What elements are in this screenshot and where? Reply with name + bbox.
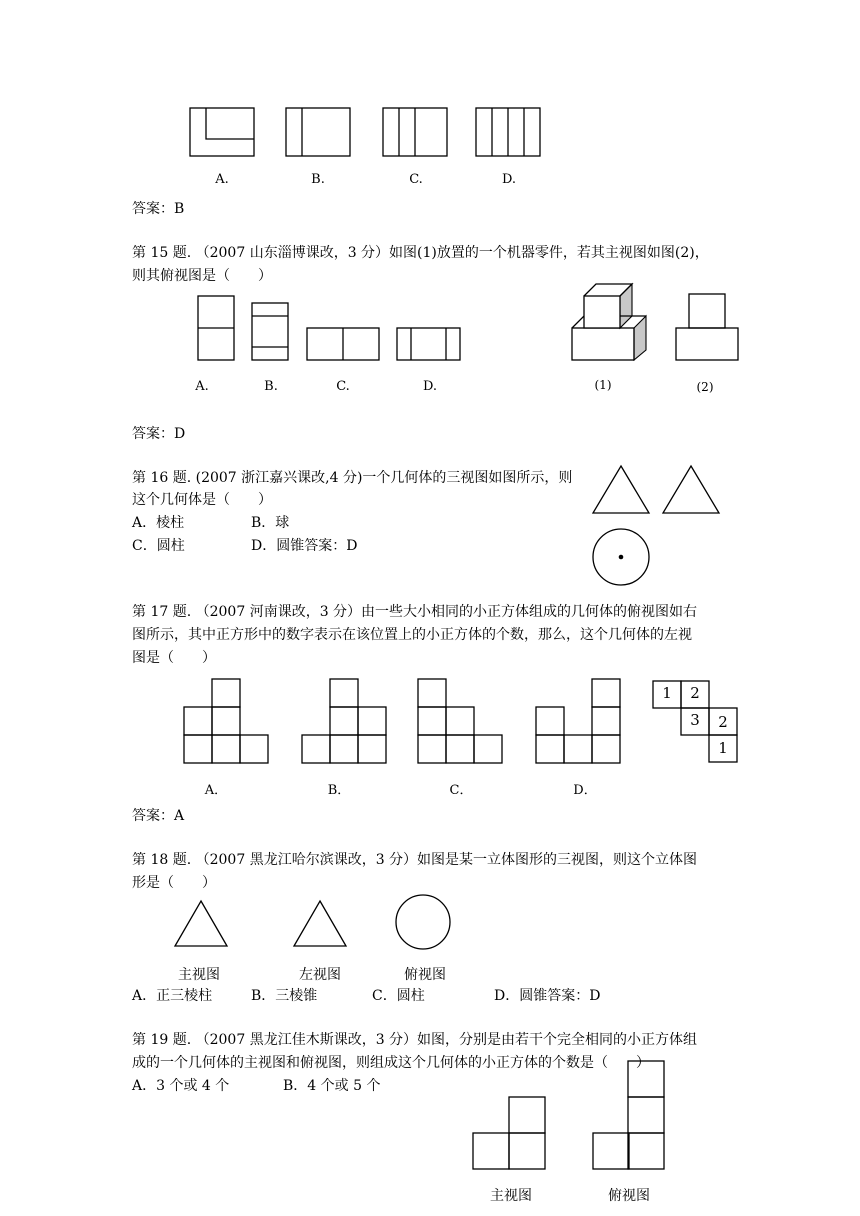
q16-question-line1: 第 16 题. (2007 浙江嘉兴课改,4 分)一个几何体的三视图如图所示，则 bbox=[132, 470, 573, 486]
q18-option-d: D．圆锥答案：D bbox=[494, 988, 601, 1004]
q18-view-label: 左视图 bbox=[299, 967, 341, 983]
q17-question-line1: 第 17 题. （2007 河南课改，3 分）由一些大小相同的小正方体组成的几何体的俯视图如右 bbox=[132, 604, 698, 620]
q18-question-line1: 第 18 题. （2007 黑龙江哈尔滨课改，3 分）如图是某一立体图形的三视图，则这个立体图 bbox=[132, 852, 698, 868]
q17-figure-d bbox=[536, 679, 620, 763]
q17-label-c: C． bbox=[449, 783, 473, 798]
q18-side-triangle bbox=[294, 901, 346, 946]
q17-grid-number: 1 bbox=[662, 684, 672, 702]
q15-figure2-label: (2) bbox=[696, 380, 714, 394]
q15-answer: 答案：D bbox=[132, 426, 186, 442]
q15-part-3d bbox=[572, 284, 646, 360]
q15-label-b: B. bbox=[264, 379, 278, 394]
q18-view-label: 主视图 bbox=[178, 967, 220, 983]
q19-option-a: A．3 个或 4 个 bbox=[132, 1078, 230, 1094]
q16-option-d: D．圆锥答案：D bbox=[251, 538, 358, 554]
q16-front-triangle bbox=[593, 466, 649, 513]
q19-question-line1: 第 19 题. （2007 黑龙江佳木斯课改，3 分）如图，分别是由若干个完全相同的小正方体组 bbox=[132, 1032, 698, 1048]
q17-figure-a bbox=[184, 679, 268, 763]
q14-answer: 答案：B bbox=[132, 201, 185, 217]
q19-option-b: B．4 个或 5 个 bbox=[283, 1078, 381, 1094]
q18-question-line2: 形是（ ） bbox=[132, 875, 216, 891]
q15-figure-b bbox=[252, 303, 288, 360]
q15-question-line1: 第 15 题. （2007 山东淄博课改，3 分）如图(1)放置的一个机器零件，若其主视图如图(2)， bbox=[132, 245, 709, 261]
q17-answer: 答案：A bbox=[132, 808, 185, 824]
q17-figure-b bbox=[302, 679, 386, 763]
q15-question-line2: 则其俯视图是（ ） bbox=[132, 268, 272, 284]
q19-top-view bbox=[593, 1061, 664, 1169]
q14-figure-a bbox=[190, 108, 254, 156]
q17-question-line3: 图是（ ） bbox=[132, 650, 216, 666]
q15-figure-d bbox=[397, 328, 460, 360]
q19-front-view bbox=[473, 1097, 545, 1169]
q18-view-label: 俯视图 bbox=[404, 967, 446, 983]
q16-option-b: B．球 bbox=[251, 515, 290, 531]
q16-side-triangle bbox=[663, 466, 719, 513]
q16-top-circle bbox=[593, 529, 649, 585]
q14-figure-c bbox=[383, 108, 447, 156]
q17-figure-c bbox=[418, 679, 502, 763]
q18-option-c: C．圆柱 bbox=[372, 988, 425, 1004]
q15-label-c: C. bbox=[336, 379, 350, 394]
q19-view-label: 主视图 bbox=[490, 1188, 532, 1204]
q17-label-b: B． bbox=[327, 783, 351, 798]
q15-figure-c bbox=[307, 328, 379, 360]
q16-option-a: A．棱柱 bbox=[132, 515, 185, 531]
q16-question-line2: 这个几何体是（ ） bbox=[132, 492, 272, 508]
q18-option-a: A．正三棱柱 bbox=[132, 988, 213, 1004]
q15-figure-a bbox=[198, 296, 234, 360]
q15-label-d: D. bbox=[422, 379, 438, 394]
q17-question-line2: 图所示，其中正方形中的数字表示在该位置上的小正方体的个数，那么，这个几何体的左视 bbox=[132, 627, 692, 643]
q15-figure1-label: (1) bbox=[594, 378, 612, 392]
q18-top-circle bbox=[396, 895, 450, 949]
q14-label-a: A. bbox=[215, 172, 229, 187]
q14-label-c: C. bbox=[409, 172, 423, 187]
q14-figure-b bbox=[286, 108, 350, 156]
q17-label-a: A． bbox=[204, 783, 228, 798]
q14-figure-d bbox=[476, 108, 540, 156]
q14-label-b: B. bbox=[311, 172, 325, 187]
q15-front-view bbox=[676, 294, 738, 360]
q17-label-d: D． bbox=[573, 783, 597, 798]
q14-label-d: D. bbox=[501, 172, 517, 187]
q17-grid-number: 2 bbox=[718, 713, 728, 731]
q16-option-c: C．圆柱 bbox=[132, 538, 185, 554]
q19-view-label: 俯视图 bbox=[608, 1188, 650, 1204]
q17-grid-number: 3 bbox=[690, 711, 700, 729]
q18-front-triangle bbox=[175, 901, 227, 946]
q17-grid-number: 1 bbox=[718, 739, 728, 757]
q19-question-line2: 成的一个几何体的主视图和俯视图，则组成这个几何体的小正方体的个数是（ ） bbox=[132, 1055, 650, 1071]
q17-grid-number: 2 bbox=[690, 684, 700, 702]
q18-option-b: B．三棱锥 bbox=[251, 988, 318, 1004]
q15-label-a: A. bbox=[195, 379, 209, 394]
